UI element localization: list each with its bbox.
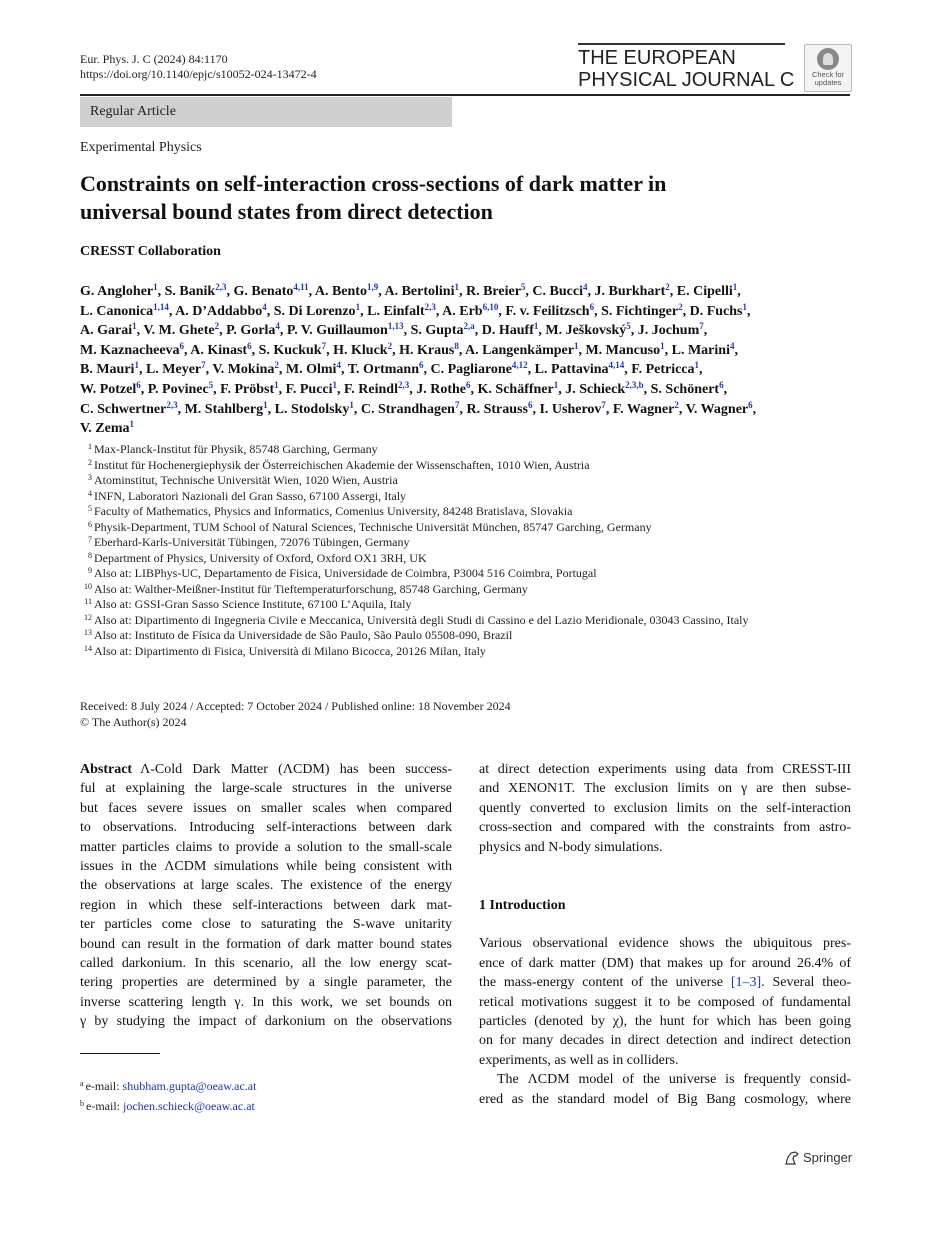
- author-affiliation-ref[interactable]: 8: [454, 340, 459, 351]
- author-name: A. Kinast: [190, 342, 248, 358]
- author-name: F. v. Feilitzsch: [505, 303, 590, 319]
- publication-dates: [80, 698, 511, 730]
- author-affiliation-ref[interactable]: 4: [275, 321, 280, 332]
- author-affiliation-ref[interactable]: 1: [153, 282, 158, 292]
- author-name: L. Canonica: [80, 303, 154, 319]
- journal-citation: Eur. Phys. J. C (2024) 84:1170: [80, 52, 228, 66]
- author-name: V. Wagner: [685, 401, 749, 417]
- footnote-rule: [80, 1053, 160, 1054]
- author-line: G. Angloher$^1$, S. Banik$^{2,3}$, G. Benato$^{4,11}$, A. Bento$^{1,9}$, A. Bertolini$^1$, R. Breier$^5$, C. Bucci$^4$, J. Burkhart$^2$, E. Cipelli$^1$,: [80, 282, 741, 299]
- author-affiliation-ref[interactable]: 2,3: [166, 399, 178, 410]
- author-name: A. Erb: [442, 303, 483, 319]
- author-name: J. Rothe: [416, 381, 467, 397]
- author-affiliation-ref[interactable]: 2,3: [215, 282, 227, 292]
- author-name: D. Fuchs: [689, 303, 743, 319]
- author-name: R. Strauss: [466, 401, 528, 417]
- author-affiliation-ref[interactable]: 7: [601, 399, 606, 410]
- journal-info: [80, 52, 317, 82]
- author-name: V. M. Ghete: [143, 323, 215, 339]
- author-affiliation-ref[interactable]: 6,10: [482, 301, 499, 312]
- author-affiliation-ref[interactable]: 4,14: [608, 360, 625, 371]
- author-affiliation-ref[interactable]: 4: [729, 340, 735, 351]
- doi-link[interactable]: https://doi.org/10.1140/epjc/s10052-024-13472-4: [80, 67, 317, 81]
- author-name: A. Bento: [314, 284, 367, 299]
- epj-top-bar: [578, 43, 785, 45]
- author-affiliation-ref[interactable]: 1: [263, 399, 268, 410]
- author-name: L. Stodolsky: [274, 401, 350, 417]
- author-affiliation-ref[interactable]: 6: [589, 301, 595, 312]
- author-name: V. Mokina: [212, 362, 275, 378]
- author-name: E. Cipelli: [676, 284, 733, 299]
- body-line: Various observational evidence shows the ubiquitous pres-: [479, 936, 851, 952]
- abstract-heading: Abstract: [80, 762, 133, 777]
- abstract-line: issues in the ΛCDM simulations while being consistent with: [80, 859, 452, 875]
- author-affiliation-ref[interactable]: 7: [321, 340, 327, 351]
- author-affiliation-ref[interactable]: 2: [274, 360, 279, 371]
- author-name: A. Langenkämper: [465, 342, 574, 358]
- bookmark-icon: [817, 48, 839, 70]
- author-name: J. Schieck: [565, 381, 626, 397]
- author-name: I. Usherov: [539, 401, 602, 417]
- abstract-line: the observations at large scales. The existence of the energy: [80, 878, 452, 894]
- author-name: S. Banik: [164, 284, 216, 299]
- article-type-banner: [80, 97, 452, 127]
- author-affiliation-ref[interactable]: 1: [742, 301, 747, 312]
- introduction-heading: 1 Introduction: [479, 898, 566, 914]
- abstract-line: tering properties are determined by a single parameter, the: [80, 975, 452, 991]
- author-affiliation-ref[interactable]: 5: [626, 321, 631, 332]
- author-name: J. Burkhart: [594, 284, 666, 299]
- author-name: P. Gorla: [226, 323, 276, 339]
- abstract-line: region in which these self-interactions between dark mat-: [80, 897, 452, 913]
- affiliation: $^7$ Eberhard-Karls-Universität Tübingen, 72076 Tübingen, Germany: [88, 535, 410, 549]
- author-name: P. V. Guillaumon: [286, 323, 388, 339]
- body-line: experiments, as well as in colliders.: [479, 1052, 679, 1068]
- affiliation: $^{14}$ Also at: Dipartimento di Fisica, Università di Milano Bicocca, 20126 Milan, Italy: [84, 643, 486, 658]
- author-name: T. Ortmann: [347, 362, 419, 378]
- footnote-b: $^b$ e-mail: jochen.schieck@oeaw.ac.at: [80, 1099, 255, 1113]
- journal-logo-line2: PHYSICAL JOURNAL C: [578, 69, 795, 91]
- abstract-line: inverse scattering length γ. In this work, we set bounds on: [80, 994, 452, 1010]
- author-name: V. Zema: [80, 421, 130, 437]
- abstract-line: cross-section and compared with the constraints from astro-: [479, 820, 851, 836]
- author-affiliation-ref[interactable]: 6: [527, 399, 533, 410]
- body-line: the mass-energy content of the universe [1–3]. Several theo-: [479, 975, 851, 991]
- author-line: C. Schwertner$^{2,3}$, M. Stahlberg$^1$, L. Stodolsky$^1$, C. Strandhagen$^7$, R. Strauss$^6$, I. Usherov$^7$, F. Wagner$^2$, V. Wagner$^6$,: [80, 399, 757, 417]
- header-rule: [80, 94, 850, 96]
- body-line: on for many decades in direct detection and indirect detection: [479, 1033, 851, 1049]
- author-name: A. D’Addabbo: [175, 303, 263, 319]
- check-for-updates-label: Check for updates: [811, 70, 845, 87]
- author-affiliation-ref[interactable]: 4,11: [293, 282, 309, 292]
- body-line: retical motivations suggest it to be composed of fundamental: [479, 994, 851, 1010]
- abstract-line: but faces severe issues on smaller scales when compared: [80, 800, 452, 816]
- author-name: S. Kuckuk: [258, 342, 322, 358]
- abstract-line: to observations. Introducing self-interactions between dark: [80, 820, 452, 836]
- author-name: F. Pucci: [285, 381, 333, 397]
- history-dates: Received: 8 July 2024 / Accepted: 7 October 2024 / Published online: 18 November 2024: [80, 699, 511, 713]
- author-affiliation-ref[interactable]: 2: [214, 321, 220, 332]
- publisher-logo: [784, 1150, 852, 1165]
- affiliation: $^{11}$ Also at: GSSI-Gran Sasso Science Institute, 67100 L’Aquila, Italy: [84, 597, 412, 611]
- abstract-line: physics and N-body simulations.: [479, 839, 663, 855]
- author-affiliation-ref[interactable]: 6: [719, 379, 724, 390]
- body-line: ered as the standard model of Big Bang cosmology, where: [479, 1091, 851, 1107]
- author-affiliation-ref[interactable]: 1,14: [153, 301, 169, 312]
- author-name: B. Mauri: [80, 362, 135, 378]
- footnote-a: $^a$ e-mail: shubham.gupta@oeaw.ac.at: [80, 1079, 257, 1093]
- abstract-line: at direct detection experiments using data from CRESST-III: [479, 762, 851, 777]
- affiliation: $^4$ INFN, Laboratori Nazionali del Gran Sasso, 67100 Assergi, Italy: [88, 488, 407, 503]
- author-name: L. Marini: [671, 342, 730, 358]
- author-affiliation-ref[interactable]: 1: [454, 282, 459, 292]
- author-affiliation-ref[interactable]: 2: [678, 301, 683, 312]
- footnotes: [80, 1076, 256, 1116]
- abstract-line: bound can result in the formation of dark matter bound states: [80, 936, 452, 952]
- affiliation-list: [80, 442, 850, 659]
- abstract-line: called darkonium. In this scenario, all the low energy scat-: [80, 956, 452, 972]
- author-affiliation-ref[interactable]: 1: [732, 282, 738, 292]
- paper-title: [80, 170, 850, 226]
- title-line: universal bound states from direct detection: [80, 199, 493, 224]
- author-affiliation-ref[interactable]: 5: [520, 282, 526, 292]
- left-column: [80, 760, 452, 1032]
- author-line: W. Potzel$^6$, P. Povinec$^5$, F. Pröbst$^1$, F. Pucci$^1$, F. Reindl$^{2,3}$, J. Rothe$^6$, K. Schäffner$^1$, J. Schieck$^{2,3,b}$, S. Schönert$^6$,: [80, 379, 728, 397]
- journal-logo-line1: THE EUROPEAN: [578, 47, 736, 69]
- author-affiliation-ref[interactable]: 4: [262, 301, 267, 312]
- author-affiliation-ref[interactable]: 6: [136, 379, 141, 390]
- affiliation: $^8$ Department of Physics, University of Oxford, Oxford OX1 3RH, UK: [88, 550, 427, 565]
- author-affiliation-ref[interactable]: 4,12: [511, 360, 528, 371]
- author-line: B. Mauri$^1$, L. Meyer$^7$, V. Mokina$^2$, M. Olmi$^4$, T. Ortmann$^6$, C. Pagliarone$^{4,12}$, L. Pattavina$^{4,14}$, F. Petricca$^1$,: [80, 360, 703, 378]
- author-affiliation-ref[interactable]: 1,9: [366, 282, 379, 292]
- author-affiliation-ref[interactable]: 7: [201, 360, 206, 371]
- author-name: A. Bertolini: [384, 284, 455, 299]
- author-name: M. Olmi: [285, 362, 337, 378]
- affiliation: $^5$ Faculty of Mathematics, Physics and Informatics, Comenius University, 84248 Bratislava, Slovakia: [88, 504, 573, 518]
- abstract-line: matter particles claims to provide a solution to the small-scale: [80, 839, 452, 855]
- author-name: M. Kaznacheeva: [80, 342, 180, 358]
- author-name: J. Jochum: [637, 323, 700, 339]
- author-line: [80, 419, 850, 439]
- author-affiliation-ref[interactable]: 6: [466, 379, 471, 390]
- author-affiliation-ref[interactable]: 1: [349, 399, 354, 410]
- author-affiliation-ref[interactable]: 4: [582, 282, 588, 292]
- author-affiliation-ref[interactable]: 2,3: [424, 301, 436, 312]
- author-name: M. Ješkovský: [545, 323, 627, 339]
- author-name: C. Schwertner: [80, 401, 167, 417]
- author-name: C. Bucci: [532, 284, 583, 299]
- author-line: M. Kaznacheeva$^6$, A. Kinast$^6$, S. Kuckuk$^7$, H. Kluck$^2$, H. Kraus$^8$, A. Langenkämper$^1$, M. Mancuso$^1$, L. Marini$^4$,: [80, 340, 738, 358]
- author-name: L. Meyer: [145, 362, 202, 378]
- author-name: S. Schönert: [650, 381, 720, 397]
- email-link-gupta[interactable]: shubham.gupta@oeaw.ac.at: [122, 1079, 257, 1093]
- author-affiliation-ref[interactable]: 1: [355, 301, 361, 312]
- affiliation: $^{12}$ Also at: Dipartimento di Ingegneria Civile e Meccanica, Università degli Studi di Cassino e del Lazio Meridionale, 03043 Cassino, Italy: [84, 612, 749, 627]
- author-affiliation-ref[interactable]: 6: [419, 360, 424, 371]
- author-name: L. Pattavina: [534, 362, 609, 378]
- author-name: C. Strandhagen: [360, 401, 455, 417]
- affiliation: $^1$ Max-Planck-Institut für Physik, 85748 Garching, Germany: [88, 442, 378, 456]
- body-line: particles (denoted by χ), the hunt for which has been going: [479, 1014, 851, 1030]
- author-name: K. Schäffner: [477, 381, 554, 397]
- copyright: © The Author(s) 2024: [80, 715, 187, 729]
- abstract-line: γ by studying the impact of darkonium on the observations: [80, 1014, 452, 1030]
- author-name: S. Gupta: [410, 323, 464, 339]
- author-name: R. Breier: [465, 284, 521, 299]
- author-affiliation-ref[interactable]: 1: [274, 379, 279, 390]
- author-name: M. Stahlberg: [184, 401, 264, 417]
- affiliation: $^{13}$ Also at: Instituto de Física da Universidade de São Paulo, São Paulo 05508-090, Brazil: [84, 628, 513, 642]
- author-name: G. Benato: [233, 284, 294, 299]
- abstract-line: quently converted to exclusion limits on the self-interaction: [479, 800, 851, 816]
- author-name: D. Hauff: [481, 323, 534, 339]
- citation-link[interactable]: [1–3]: [730, 975, 762, 991]
- author-affiliation-ref[interactable]: 2,3: [397, 379, 410, 390]
- title-line: Constraints on self-interaction cross-sections of dark matter in: [80, 171, 667, 196]
- author-affiliation-ref[interactable]: 2,3,b: [625, 379, 644, 390]
- author-affiliation-ref[interactable]: 2: [387, 340, 393, 351]
- abstract-line: and XENON1T. The exclusion limits on γ are then subse-: [479, 781, 851, 797]
- author-line: L. Canonica$^{1,14}$, A. D’Addabbo$^4$, S. Di Lorenzo$^1$, L. Einfalt$^{2,3}$, A. Erb$^{6,10}$, F. v. Feilitzsch$^6$, S. Fichtinger$^2$, D. Fuchs$^1$,: [80, 301, 751, 319]
- springer-horse-icon: [784, 1151, 800, 1165]
- author-affiliation-ref[interactable]: 1: [694, 360, 700, 371]
- author-affiliation-ref[interactable]: 1: [533, 321, 539, 332]
- author-name: F. Petricca: [631, 362, 695, 378]
- author-affiliation-ref[interactable]: 2: [674, 399, 679, 410]
- abstract-line: Abstract Λ-Cold Dark Matter (ΛCDM) has been success-: [80, 762, 452, 777]
- author-name: P. Povinec: [147, 381, 209, 397]
- author-affiliation-ref[interactable]: 1: [332, 379, 338, 390]
- author-name: F. Pröbst: [220, 381, 275, 397]
- author-affiliation-ref[interactable]: 1: [132, 321, 137, 332]
- abstract-line: ter particles come close to saturating the S-wave unitarity: [80, 917, 452, 933]
- author-affiliation-ref[interactable]: 6: [179, 340, 185, 351]
- author-name: L. Einfalt: [367, 303, 425, 319]
- author-name: S. Di Lorenzo: [273, 303, 356, 319]
- author-affiliation-ref[interactable]: 2,a: [463, 321, 475, 332]
- author-affiliation-ref[interactable]: 6: [247, 340, 252, 351]
- affiliation: $^3$ Atominstitut, Technische Universität Wien, 1020 Wien, Austria: [88, 473, 398, 487]
- check-for-updates-badge[interactable]: [804, 44, 852, 92]
- author-affiliation-ref[interactable]: 5: [208, 379, 214, 390]
- section-label: Experimental Physics: [80, 140, 202, 155]
- right-column: [479, 760, 851, 1109]
- body-line: ence of dark matter (DM) that makes up for around 26.4% of: [479, 955, 851, 971]
- author-name: S. Fichtinger: [601, 303, 679, 319]
- email-link-schieck[interactable]: jochen.schieck@oeaw.ac.at: [122, 1099, 255, 1113]
- author-name: F. Wagner: [612, 401, 675, 417]
- journal-logo: [578, 48, 798, 92]
- abstract-line: ful at explaining the large-scale structures in the universe: [80, 781, 452, 797]
- author-line: A. Garai$^1$, V. M. Ghete$^2$, P. Gorla$^4$, P. V. Guillaumon$^{1,13}$, S. Gupta$^{2,a}$, D. Hauff$^1$, M. Ješkovský$^5$, J. Jochum$^7$,: [80, 321, 708, 339]
- body-line: The ΛCDM model of the universe is frequently consid-: [497, 1072, 851, 1088]
- author-name: C. Pagliarone: [430, 362, 512, 378]
- author-name: W. Potzel: [80, 381, 137, 397]
- author-affiliation-ref[interactable]: 4: [336, 360, 341, 371]
- author-affiliation-ref[interactable]: 1: [660, 340, 665, 351]
- article-type: Regular Article: [90, 104, 176, 119]
- affiliation: $^2$ Institut für Hochenergiephysik der Österreichischen Akademie der Wissenschaften, 1010 Wien, Austria: [88, 457, 590, 472]
- affiliation: $^6$ Physik-Department, TUM School of Natural Sciences, Technische Universität München, 85747 Garching, Germany: [88, 519, 652, 534]
- author-affiliation-ref[interactable]: 1: [129, 419, 135, 430]
- author-name: F. Reindl: [344, 381, 398, 397]
- affiliation: $^{10}$ Also at: Walther-Meißner-Institut für Tieftemperaturforschung, 85748 Garching, Germany: [84, 581, 528, 596]
- author-name: A. Garai: [80, 323, 133, 339]
- author-affiliation-ref[interactable]: 2: [665, 282, 670, 292]
- author-affiliation-ref[interactable]: 1: [573, 340, 579, 351]
- collaboration-name: CRESST Collaboration: [80, 244, 221, 259]
- affiliation: $^9$ Also at: LIBPhys-UC, Departamento de Fisica, Universidade de Coimbra, P3004 516 Coimbra, Portugal: [88, 566, 597, 580]
- author-name: H. Kraus: [399, 342, 455, 358]
- author-name: H. Kluck: [333, 342, 388, 358]
- author-affiliation-ref[interactable]: 1: [553, 379, 559, 390]
- author-affiliation-ref[interactable]: 7: [454, 399, 460, 410]
- author-affiliation-ref[interactable]: 1: [134, 360, 139, 371]
- author-name: G. Angloher: [80, 284, 154, 299]
- author-list: [80, 282, 850, 439]
- author-name: M. Mancuso: [585, 342, 661, 358]
- author-affiliation-ref[interactable]: 7: [699, 321, 704, 332]
- author-affiliation-ref[interactable]: 1,13: [387, 321, 404, 332]
- publisher-name: Springer: [803, 1150, 853, 1165]
- author-affiliation-ref[interactable]: 6: [748, 399, 753, 410]
